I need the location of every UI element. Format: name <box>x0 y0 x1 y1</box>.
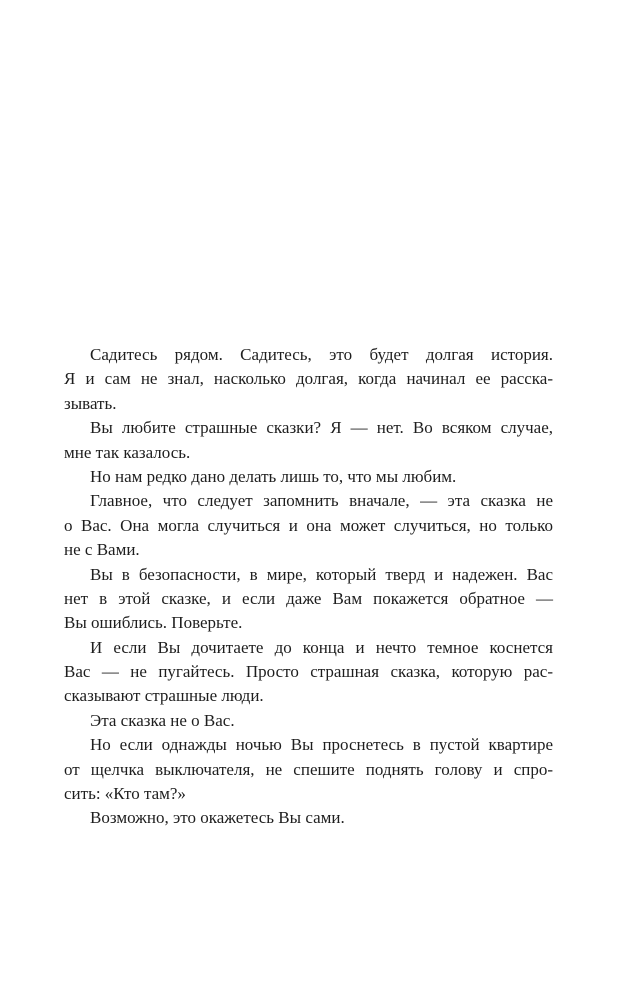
text-line: сказывают страшные люди. <box>64 686 264 706</box>
text-line: от щелчка выключателя, не спешите поднять голову и спро- <box>64 759 553 779</box>
text-line: Вы ошиблись. Поверьте. <box>64 613 243 633</box>
text-line: Возможно, это окажетесь Вы сами. <box>90 808 345 828</box>
text-line: Главное, что следует запомнить вначале, — эта сказка не <box>90 491 553 511</box>
text-line: мне так казалось. <box>64 442 191 462</box>
text-line: Вас — не пугайтесь. Просто страшная сказка, которую рас- <box>64 662 553 682</box>
text-line: Эта сказка не о Вас. <box>90 710 235 730</box>
text-line: Вы в безопасности, в мире, который тверд и надежен. Вас <box>90 564 553 584</box>
text-line: о Вас. Она могла случиться и она может случиться, но только <box>64 515 553 535</box>
text-line: Но если однажды ночью Вы проснетесь в пустой квартире <box>90 735 553 755</box>
text-line: И если Вы дочитаете до конца и нечто темное коснется <box>90 637 553 657</box>
text-line: зывать. <box>64 393 117 413</box>
text-line: нет в этой сказке, и если даже Вам покажется обратное — <box>64 588 553 608</box>
text-line: Я и сам не знал, насколько долгая, когда начинал ее расска- <box>64 369 553 389</box>
text-line: Вы любите страшные сказки? Я — нет. Во всяком случае, <box>90 418 553 438</box>
text-line: Но нам редко дано делать лишь то, что мы любим. <box>90 466 457 486</box>
text-line: не с Вами. <box>64 540 140 560</box>
body-text <box>64 343 553 831</box>
text-line: сить: «Кто там?» <box>64 784 186 804</box>
text-line: Садитесь рядом. Садитесь, это будет долгая история. <box>90 345 553 364</box>
